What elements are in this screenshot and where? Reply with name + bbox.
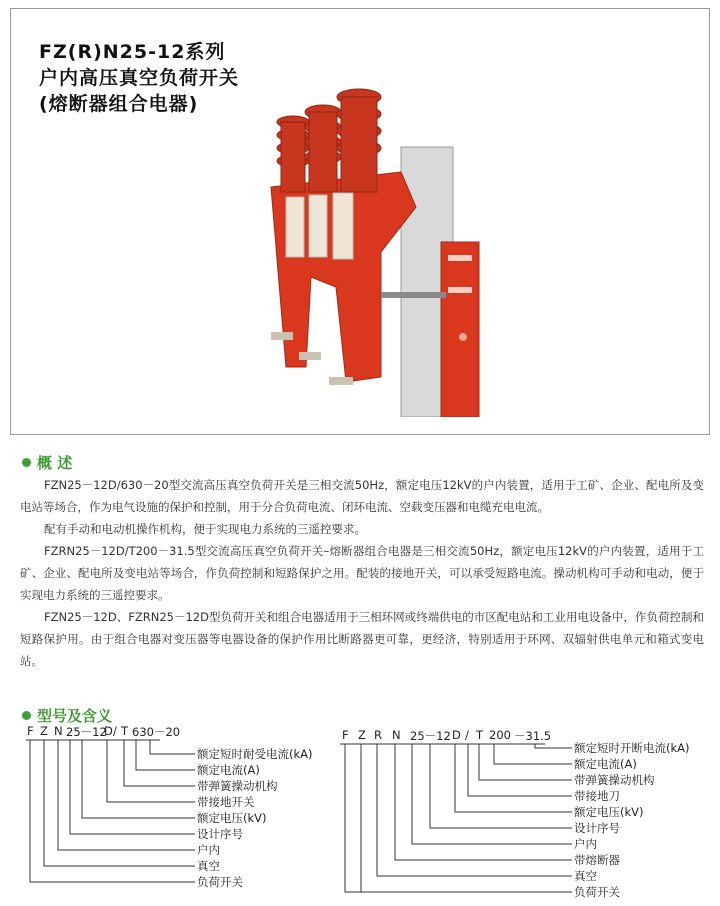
model-label: 负荷开关 (197, 875, 243, 889)
code-part: / (113, 724, 117, 738)
model-label: 额定电流(A) (574, 757, 637, 771)
model-label: 户内 (197, 843, 220, 857)
overview-paragraph: FZN25－12D/630－20型交流高压真空负荷开关是三相交流50Hz，额定电压12kV的户内装置，适用于工矿、企业、配电所及变电站等场合，作为电气设施的保护和控制，用于分合负荷电流、闭环电流、空载变压器和电缆充电电流。 (20, 478, 704, 514)
overview-paragraph: FZRN25－12D/T200－31.5型交流高压真空负荷开关–熔断器组合电器是三相交流50Hz，额定电压12kV的户内装置，适用于工矿、企业、配电所及变电站等场合，作负荷控制和短路保护之用。配装的接地开关，可以承受短路电流。操动机构可手动和电动，便于实现电力系统的三遥控要求。 (20, 544, 704, 602)
code-part: Z (40, 724, 48, 738)
model-label: 额定短时开断电流(kA) (574, 741, 690, 755)
overview-heading: 概 述 (22, 452, 72, 473)
model-label: 额定电压(kV) (574, 805, 644, 819)
code-part: T (476, 728, 484, 742)
code-part: F (342, 728, 349, 742)
model-label: 设计序号 (197, 827, 243, 841)
model-label: 带接地刀 (574, 789, 620, 803)
model-label: 负荷开关 (574, 885, 620, 899)
title-line-1: FZ(R)N25-12系列 (39, 41, 226, 63)
model-label: 带弹簧操动机构 (574, 773, 655, 787)
title-line-2: 户内高压真空负荷开关 (39, 67, 240, 89)
code-part: N (392, 728, 401, 742)
code-part: R (374, 728, 382, 742)
model-label: 额定电流(A) (197, 763, 260, 777)
model-label: 设计序号 (574, 821, 620, 835)
model-label: 带接地开关 (197, 795, 255, 809)
model-label: 带熔断器 (574, 853, 620, 867)
code-part: －31.5 (514, 729, 552, 743)
title-line-3: (熔断器组合电器) (39, 93, 199, 115)
code-part: 25－12 (66, 725, 107, 739)
code-part: Z (358, 728, 366, 742)
overview-paragraph: 配有手动和电动机操作机构，便于实现电力系统的三遥控要求。 (44, 522, 366, 536)
model-label: 真空 (197, 859, 220, 873)
model-label: 带弹簧操动机构 (197, 779, 278, 793)
code-part: / (465, 728, 469, 742)
model-label: 真空 (574, 869, 597, 883)
code-part: F (27, 724, 34, 738)
model-label: 额定短时耐受电流(kA) (197, 747, 313, 761)
code-part: D (104, 724, 113, 738)
overview-paragraph: FZN25－12D、FZRN25－12D型负荷开关和组合电器适用于三相环网或终端供电的市区配电站和工业用电设备中，作负荷控制和短路保护用。由于组合电器对变压器等电器设备的保护作用比断路器更可靠，更经济，特别适用于环网、双辐射供电单元和箱式变电站。 (20, 610, 704, 668)
model-heading: 型号及含义 (22, 705, 112, 726)
code-part: D (452, 728, 461, 742)
model-label: 户内 (574, 837, 597, 851)
code-part: 200 (489, 728, 511, 742)
model-label: 额定电压(kV) (197, 811, 267, 825)
code-part: 25－12 (410, 729, 451, 743)
code-part: 630－20 (132, 725, 181, 739)
code-part: N (54, 724, 63, 738)
code-part: T (121, 724, 129, 738)
